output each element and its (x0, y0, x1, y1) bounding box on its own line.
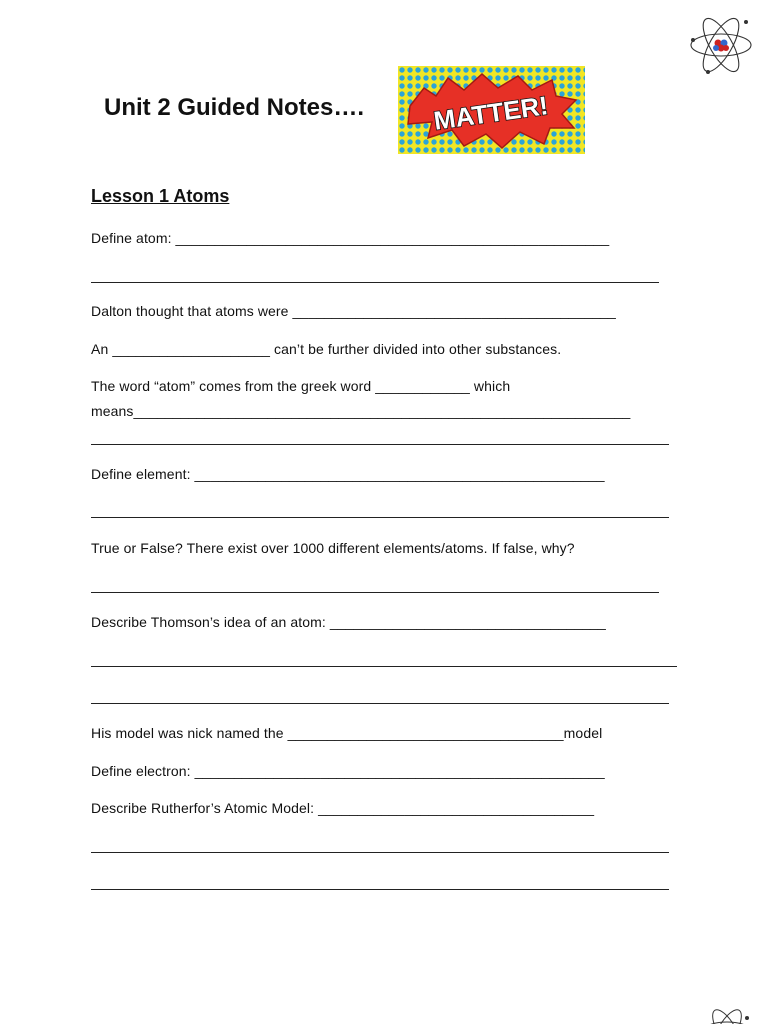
question-define-atom[interactable]: Define atom: _______________________________________________________ (91, 230, 610, 246)
atom-icon-partial (700, 1005, 754, 1024)
answer-line[interactable] (91, 517, 669, 518)
answer-line[interactable] (91, 666, 677, 667)
matter-banner-image (398, 66, 585, 154)
question-define-element[interactable]: Define element: ____________________________________________________ (91, 466, 605, 482)
question-indivisible[interactable]: An ____________________ can’t be further divided into other substances. (91, 341, 562, 357)
question-dalton[interactable]: Dalton thought that atoms were _________________________________________ (91, 303, 616, 319)
answer-line[interactable] (91, 703, 669, 704)
question-define-electron[interactable]: Define electron: ____________________________________________________ (91, 763, 605, 779)
question-true-false[interactable]: True or False? There exist over 1000 different elements/atoms. If false, why? (91, 540, 575, 556)
answer-line[interactable] (91, 592, 659, 593)
atom-icon (688, 12, 754, 78)
question-greek-means[interactable]: means_______________________________________________________________ (91, 403, 631, 419)
question-thomson[interactable]: Describe Thomson’s idea of an atom: ___________________________________ (91, 614, 606, 630)
banner-text: MATTER! (431, 90, 550, 136)
question-greek-word[interactable]: The word “atom” comes from the greek word ____________ which (91, 378, 511, 394)
question-model-nickname[interactable]: His model was nick named the ___________________________________model (91, 725, 603, 741)
answer-line[interactable] (91, 444, 669, 445)
answer-line[interactable] (91, 282, 659, 283)
page-title: Unit 2 Guided Notes…. (104, 94, 365, 121)
answer-line[interactable] (91, 889, 669, 890)
answer-line[interactable] (91, 852, 669, 853)
question-rutherford[interactable]: Describe Rutherfor’s Atomic Model: ___________________________________ (91, 800, 595, 816)
lesson-heading: Lesson 1 Atoms (91, 186, 230, 206)
